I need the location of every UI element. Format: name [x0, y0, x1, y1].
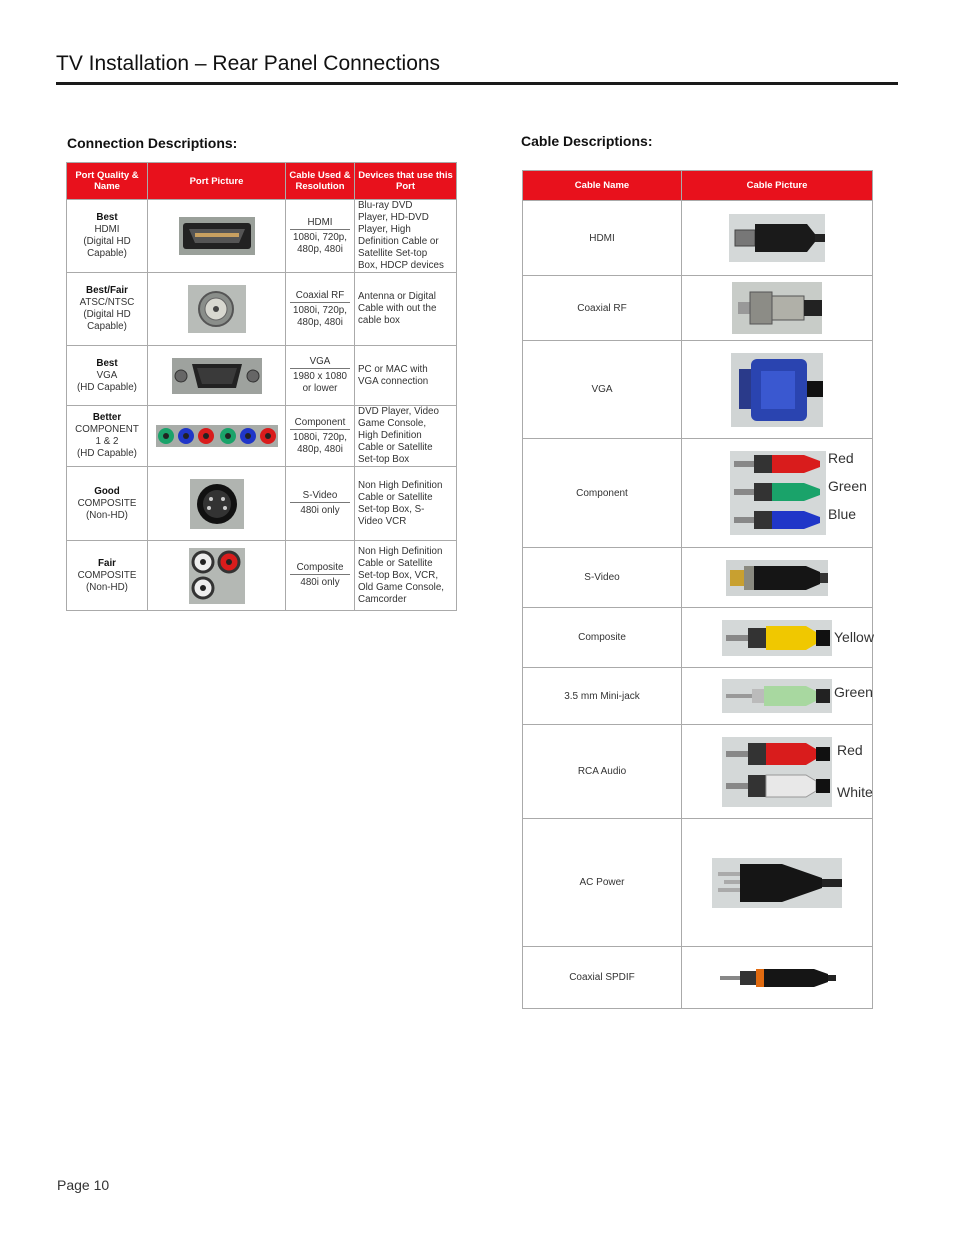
- cable-picture-cell: [682, 276, 873, 341]
- device-line: DVD Player, Video: [358, 406, 439, 417]
- cable-picture-cell: [682, 439, 873, 548]
- table-row: [523, 819, 873, 947]
- device-line: Non High Definition: [358, 479, 443, 491]
- cable-name-cell: Composite: [523, 608, 682, 668]
- port-picture-cell: [148, 406, 286, 467]
- cable-name-cell: RCA Audio: [523, 725, 682, 819]
- port-name-cell: [67, 273, 148, 346]
- resolution: 1080i, 720p,: [293, 231, 347, 243]
- port-quality: Fair: [98, 557, 116, 569]
- device-line: Non High Definition: [358, 545, 443, 557]
- minijack-cable-icon: [722, 679, 832, 713]
- port-name: COMPONENT: [75, 424, 139, 435]
- device-line: VGA connection: [358, 375, 429, 387]
- port-note: (Digital HD: [83, 309, 131, 320]
- devices-cell: [355, 541, 457, 611]
- cable-name: Component: [290, 417, 350, 430]
- port-picture-cell: [148, 200, 286, 273]
- cable-picture-cell: [682, 947, 873, 1009]
- cable-name-cell: Coaxial SPDIF: [523, 947, 682, 1009]
- table-row: [67, 200, 457, 273]
- page-title: TV Installation – Rear Panel Connections: [56, 52, 441, 75]
- ac-power-cable-icon: [712, 858, 842, 908]
- table-row: [523, 276, 873, 341]
- cable-name-cell: VGA: [523, 341, 682, 439]
- component-ports-icon: [156, 425, 278, 447]
- device-line: Satellite Set-top: [358, 248, 428, 259]
- table-row: [67, 273, 457, 346]
- table-row: [67, 467, 457, 541]
- devices-cell: [355, 467, 457, 541]
- port-name-cell: [67, 200, 148, 273]
- color-label: White: [837, 784, 873, 800]
- cable-cell: [286, 346, 355, 406]
- svideo-port-icon: [190, 479, 244, 529]
- port-name-cell: [67, 541, 148, 611]
- hdmi-port-icon: [179, 217, 255, 255]
- port-note: Capable): [87, 321, 127, 332]
- conn-header-devices: Devices that use this Port: [355, 163, 457, 200]
- device-line: Cable or Satellite: [358, 557, 433, 569]
- resolution: 480p, 480i: [297, 316, 343, 328]
- devices-cell: [355, 406, 457, 467]
- table-row: [67, 541, 457, 611]
- device-line: Set-top Box: [358, 454, 410, 465]
- port-note: Capable): [87, 248, 127, 259]
- device-line: Cable with out the: [358, 303, 437, 314]
- port-quality: Better: [92, 412, 122, 423]
- table-row: [523, 439, 873, 548]
- device-line: Cable or Satellite: [358, 442, 433, 453]
- cable-header-name: Cable Name: [523, 171, 682, 201]
- cable-name-cell: S-Video: [523, 548, 682, 608]
- device-line: PC or MAC with: [358, 363, 428, 375]
- composite-cable-icon: [722, 620, 832, 656]
- cable-cell: [286, 467, 355, 541]
- port-picture-cell: [148, 346, 286, 406]
- port-quality: Best/Fair: [86, 285, 128, 296]
- conn-header-cable: Cable Used & Resolution: [286, 163, 355, 200]
- port-name: HDMI: [94, 224, 120, 235]
- table-row: [523, 947, 873, 1009]
- cable-cell: [286, 406, 355, 467]
- resolution: 480p, 480i: [297, 243, 343, 255]
- table-row: [523, 668, 873, 725]
- cable-picture-cell: [682, 341, 873, 439]
- cable-name: Coaxial RF: [290, 290, 350, 303]
- table-row: [523, 608, 873, 668]
- color-label: Blue: [828, 506, 857, 522]
- title-rule: [56, 82, 898, 85]
- device-line: Video VCR: [358, 515, 407, 527]
- port-name: COMPOSITE: [77, 569, 137, 581]
- cable-picture-cell: [682, 819, 873, 947]
- cable-picture-cell: [682, 201, 873, 276]
- table-row: [67, 346, 457, 406]
- table-row: [523, 201, 873, 276]
- conn-header-picture: Port Picture: [148, 163, 286, 200]
- device-line: Game Console,: [358, 418, 427, 429]
- device-line: Camcorder: [358, 593, 407, 605]
- devices-cell: [355, 346, 457, 406]
- table-row: [67, 406, 457, 467]
- cable-name: HDMI: [290, 217, 350, 230]
- resolution: 1080i, 720p,: [293, 431, 347, 443]
- color-label: Red: [828, 450, 854, 466]
- port-note: (Non-HD): [86, 581, 128, 593]
- resolution: 480i only: [300, 505, 340, 516]
- port-note: (HD Capable): [77, 448, 137, 459]
- port-quality: Best: [96, 212, 118, 223]
- devices-cell: [355, 200, 457, 273]
- device-line: Old Game Console,: [358, 581, 445, 593]
- resolution: 1980 x 1080: [293, 371, 347, 382]
- device-line: Set-top Box, VCR,: [358, 569, 439, 581]
- device-line: Antenna or Digital: [358, 291, 436, 302]
- cable-picture-cell: [682, 608, 873, 668]
- conn-header-quality: Port Quality & Name: [67, 163, 148, 200]
- port-picture-cell: [148, 273, 286, 346]
- port-name-cell: [67, 346, 148, 406]
- cable-name-cell: Component: [523, 439, 682, 548]
- composite-ports-icon: [189, 548, 245, 604]
- cable-name-cell: HDMI: [523, 201, 682, 276]
- page-number: Page 10: [57, 1177, 110, 1193]
- hdmi-cable-icon: [729, 214, 825, 262]
- rca-audio-cable-icon: [722, 737, 832, 807]
- color-label: Green: [834, 684, 873, 700]
- resolution: 1080i, 720p,: [293, 304, 347, 316]
- port-name: VGA: [96, 369, 118, 381]
- cable-name-cell: AC Power: [523, 819, 682, 947]
- cable-cell: [286, 200, 355, 273]
- device-line: Cable or Satellite: [358, 491, 433, 503]
- device-line: Set-top Box, S-: [358, 503, 425, 515]
- coaxial-cable-icon: [732, 282, 822, 334]
- cable-cell: [286, 273, 355, 346]
- table-row: [523, 548, 873, 608]
- device-line: Definition Cable or: [358, 236, 439, 247]
- port-quality: Best: [96, 357, 118, 369]
- cable-name-cell: Coaxial RF: [523, 276, 682, 341]
- port-note: 1 & 2: [95, 436, 119, 447]
- port-picture-cell: [148, 541, 286, 611]
- devices-cell: [355, 273, 457, 346]
- device-line: Blu-ray DVD: [358, 200, 413, 211]
- spdif-cable-icon: [718, 965, 836, 991]
- connection-table: [66, 162, 457, 611]
- port-note: (Digital HD: [83, 236, 131, 247]
- port-note: (HD Capable): [77, 381, 137, 393]
- device-line: Player, High: [358, 224, 411, 235]
- port-name: COMPOSITE: [77, 497, 137, 509]
- cable-cell: [286, 541, 355, 611]
- device-line: Player, HD-DVD: [358, 212, 429, 223]
- cable-name: VGA: [290, 356, 350, 369]
- port-name-cell: [67, 467, 148, 541]
- coaxial-port-icon: [188, 285, 246, 333]
- device-line: cable box: [358, 315, 400, 326]
- cable-table: [522, 170, 873, 1009]
- device-line: High Definition: [358, 430, 422, 441]
- connection-descriptions-heading: Connection Descriptions:: [67, 135, 238, 151]
- port-name-cell: [67, 406, 148, 467]
- resolution: or lower: [302, 383, 338, 394]
- table-row: [523, 341, 873, 439]
- svideo-cable-icon: [726, 560, 828, 596]
- device-line: Box, HDCP devices: [358, 260, 444, 271]
- cable-picture-cell: [682, 725, 873, 819]
- port-picture-cell: [148, 467, 286, 541]
- color-label: Yellow: [834, 629, 874, 645]
- cable-name: Composite: [290, 562, 350, 575]
- component-cable-icon: [730, 451, 826, 535]
- cable-picture-cell: [682, 548, 873, 608]
- cable-descriptions-heading: Cable Descriptions:: [521, 133, 653, 149]
- cable-name: S-Video: [290, 490, 350, 503]
- table-row: [523, 725, 873, 819]
- resolution: 480i only: [300, 577, 340, 588]
- port-quality: Good: [94, 485, 120, 497]
- color-label: Red: [837, 742, 863, 758]
- resolution: 480p, 480i: [297, 443, 343, 455]
- port-name: ATSC/NTSC: [79, 297, 135, 308]
- cable-header-picture: Cable Picture: [682, 171, 873, 201]
- port-note: (Non-HD): [86, 509, 128, 521]
- vga-port-icon: [172, 358, 262, 394]
- color-label: Green: [828, 478, 867, 494]
- cable-name-cell: 3.5 mm Mini-jack: [523, 668, 682, 725]
- cable-picture-cell: [682, 668, 873, 725]
- vga-cable-icon: [731, 353, 823, 427]
